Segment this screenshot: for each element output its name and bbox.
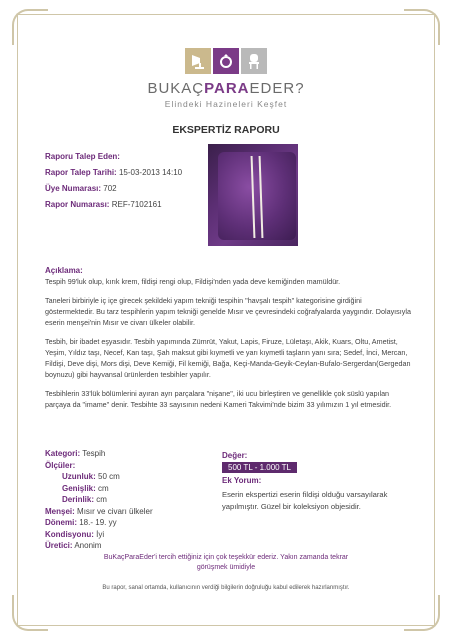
chair-icon — [241, 48, 267, 74]
logo — [0, 48, 452, 74]
expert-note: Eserin ekspertizi eserin fildişi olduğu varsayılarak yapılmıştır. Güzel bir koleksiyon objesidir. — [222, 490, 388, 511]
report-info — [45, 149, 182, 213]
gramophone-icon — [185, 48, 211, 74]
spec-length: Uzunluk: 50 cm — [62, 472, 120, 481]
spec-depth: Derinlik: cm — [62, 495, 107, 504]
report-field: Rapor Talep Tarihi: 15-03-2013 14:10 — [45, 168, 183, 177]
item-photo — [208, 144, 298, 246]
description-paragraph: Tesbih, bir ibadet eşyasıdır. Tesbih yapımında Zümrüt, Yakut, Lapis, Firuze, Lületaşı, Akik, Kuars, Oltu, Ametist, Yeşim, Yıldız taşı, Necef, Kan taşı, Şah maksut gibi kıymetli ve yarı kıymetli taşların yanı sıra; Sedef, İnci, Mercan, Fildişi, Deve dişi, Mors dişi, Deve Kemiği, Fil kemiği, Bağa, Keçi-Manda-Geyik-Ceylan-Bufalo-Sergerdan(Gergedan boynuzu) gibi hayvansal ürünlerden tesbihler yapılır. — [45, 337, 411, 379]
valuation-panel — [222, 451, 402, 513]
report-field: Rapor Numarası: REF-7102161 — [45, 200, 162, 209]
specs-list — [45, 448, 153, 552]
spec-measures: Ölçüler: — [45, 460, 76, 470]
description-paragraph: Tesbihlerin 33'lük bölümlerini ayıran ayrı parçalara "nişane", iki ucu birleştiren ve genellikle çok süslü yapılan parçaya da "imame" denir. Tesbihte 33 sayısının nedeni Kameri Takvimi'nde bizim 33 yılımızın 1 yıl etmesidir. — [45, 389, 392, 409]
disclaimer: Bu rapor, sanal ortamda, kullanıcının verdiği bilgilerin doğruluğu kabul edilerek hazırlanmıştır. — [102, 585, 350, 591]
valuation-label: Değer: — [222, 451, 248, 460]
corner-ornament — [12, 595, 48, 631]
spec-period: Dönemi: 18.- 19. yy — [45, 518, 117, 527]
valuation-value: 500 TL - 1.000 TL — [222, 462, 297, 473]
note-label: Ek Yorum: — [222, 476, 262, 485]
thank-you-note: BuKaçParaEder'i tercih ettiğiniz için çok teşekkür ederiz. Yakın zamanda tekrar görüşmek ümidiyle — [103, 554, 349, 571]
description-section — [45, 265, 411, 410]
corner-ornament — [404, 9, 440, 45]
spec-width: Genişlik: cm — [62, 483, 109, 493]
report-field: Üye Numarası: 702 — [45, 184, 117, 193]
spec-condition: Kondisyonu: İyi — [45, 529, 105, 539]
report-field: Raporu Talep Eden: — [45, 152, 120, 161]
spec-origin: Menşei: Mısır ve civarı ülkeler — [45, 506, 153, 516]
spec-category: Kategori: Tespih — [45, 449, 106, 458]
spec-maker: Üretici: Anonim — [45, 541, 102, 550]
report-title: EKSPERTİZ RAPORU — [172, 124, 280, 136]
brand-name: BUKAÇPARAEDER? — [147, 80, 305, 97]
description-paragraph: Taneleri birbiriyle iç içe girecek şekildeki yapım tekniği tespihin "havşalı tespih" kategorisine girdiğini göstermektedir. Bu tarz tespihlerin yapım tekniği genelde Mısır ve çevresindeki coğrafyalarda yaygındır. Dolayısıyla eserin menşei'nin Mısır ve civarı ülkeler olabilir. — [45, 296, 411, 327]
ring-icon — [213, 48, 239, 74]
description-paragraph: Tespih 99'luk olup, kırık krem, fildişi rengi olup, Fildişi'nden yada deve kemiğinden mamüldür. — [45, 277, 341, 286]
corner-ornament — [12, 9, 48, 45]
corner-ornament — [404, 595, 440, 631]
purple-cloth-image — [218, 152, 296, 240]
description-heading: Açıklama: — [45, 266, 83, 275]
brand-tagline: Elindeki Hazineleri Keşfet — [164, 99, 288, 109]
